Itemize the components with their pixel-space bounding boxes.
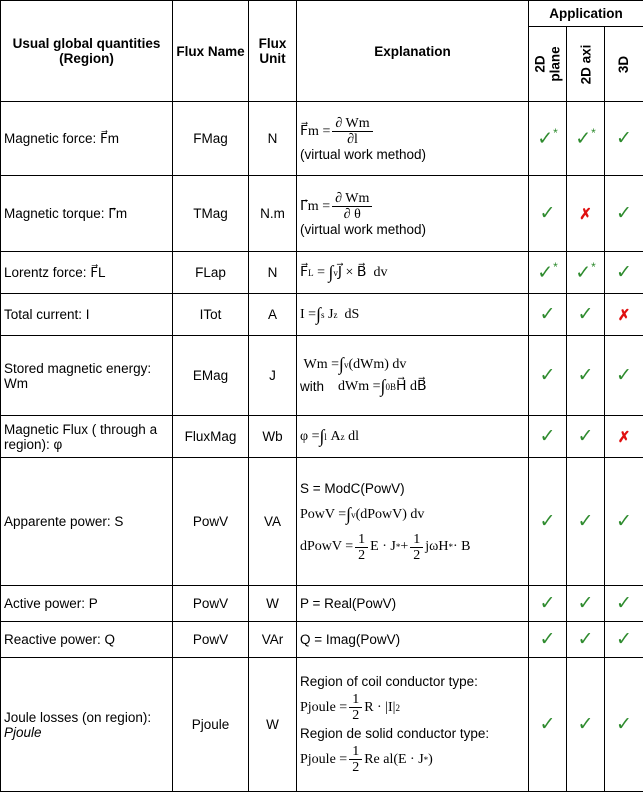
explanation-note: (virtual work method) [300,221,427,237]
check-icon: ✓ [567,416,605,458]
formula: with dWm = ∫ 0 B H⃗ dB⃗ [300,376,427,396]
explanation-cell: Q = Imag(PowV) [297,622,529,658]
explanation-cell [297,416,529,458]
quantity-cell: Apparente power: S [1,458,173,586]
table-row [1,336,643,416]
quantity-cell: Lorentz force: F⃗L [1,252,173,294]
explanation-cell [297,458,529,586]
explanation-note: Region de solid conductor type: [300,726,490,741]
table-row [1,658,643,792]
quantity-cell: Stored magnetic energy: Wm [1,336,173,416]
check-icon: ✓ [605,622,643,658]
check-icon: ✓ [567,336,605,416]
check-icon: ✓ [529,176,567,252]
header-application: Application [529,1,643,27]
table-row [1,102,643,176]
formula: Pjoule = $\frac{1}{2}$ R · |I| 2 [300,692,400,723]
formula: Wm = ∫ v (dWm) dv [300,354,407,374]
cross-icon: ✗ [567,176,605,252]
check-icon: ✓ [605,586,643,622]
table-row [1,294,643,336]
header-2d-plane: 2D plane [529,27,567,102]
flux-name-cell: Pjoule [173,658,249,792]
formula: F⃗ L = ∫ v J⃗ × B⃗ dv [300,262,388,282]
header-2d-axi: 2D axi [567,27,605,102]
header-flux-unit: Flux Unit [249,1,297,102]
explanation-cell [297,336,529,416]
flux-name-cell: ITot [173,294,249,336]
formula: φ = ∫ l A z dl [300,426,359,446]
header-explanation: Explanation [297,1,529,102]
flux-unit-cell: N.m [249,176,297,252]
formula: F⃗m = $\frac{\partial Wm}{\partial l}$ [300,116,528,147]
explanation-note: Region of coil conductor type: [300,674,478,689]
check-icon: ✓ [605,102,643,176]
check-icon: ✓* [529,252,567,294]
check-icon: ✓ [529,586,567,622]
check-icon: ✓ [605,658,643,792]
check-icon: ✓* [529,102,567,176]
explanation-note: (virtual work method) [300,146,427,162]
check-icon: ✓ [529,458,567,586]
flux-unit-cell: N [249,252,297,294]
formula: PowV = ∫ v (dPowV) dv [300,504,425,524]
flux-name-cell: TMag [173,176,249,252]
quantity-cell: Magnetic torque: Γ⃗m [1,176,173,252]
check-icon: ✓ [567,458,605,586]
flux-name-cell: FMag [173,102,249,176]
flux-unit-cell: N [249,102,297,176]
table-row [1,458,643,586]
check-icon: ✓ [529,622,567,658]
header-3d: 3D [605,27,643,102]
formula: S = ModC(PowV) [300,480,405,496]
explanation-cell [297,658,529,792]
quantity-cell: Total current: I [1,294,173,336]
check-icon: ✓ [605,176,643,252]
table-row [1,416,643,458]
formula: dPowV = $\frac{1}{2}$ E · J * + $\frac{1}{2}$ jωH * · B [300,531,471,563]
table-row [1,622,643,658]
table-row [1,252,643,294]
flux-unit-cell: Wb [249,416,297,458]
check-icon: ✓ [529,416,567,458]
check-icon: ✓ [605,252,643,294]
flux-unit-cell: W [249,658,297,792]
flux-unit-cell: VAr [249,622,297,658]
quantity-cell: Reactive power: Q [1,622,173,658]
flux-name-cell: EMag [173,336,249,416]
table-row [1,586,643,622]
check-icon: ✓ [605,458,643,586]
flux-unit-cell: W [249,586,297,622]
check-icon: ✓ [567,622,605,658]
formula: I = ∫ s J z dS [300,304,360,324]
flux-name-cell: PowV [173,622,249,658]
check-icon: ✓ [605,336,643,416]
formula: Γ⃗m = $\frac{\partial Wm}{\partial \theta}$ [300,191,528,222]
explanation-cell [297,294,529,336]
flux-unit-cell: VA [249,458,297,586]
check-icon: ✓ [529,336,567,416]
check-icon: ✓ [567,658,605,792]
check-icon: ✓ [567,294,605,336]
header-quantity: Usual global quantities (Region) [1,1,173,102]
explanation-cell: P = Real(PowV) [297,586,529,622]
quantity-cell: Active power: P [1,586,173,622]
flux-name-cell: PowV [173,458,249,586]
quantity-cell: Magnetic Flux ( through a region): φ [1,416,173,458]
quantity-cell: Joule losses (on region): Pjoule [1,658,173,792]
cross-icon: ✗ [605,294,643,336]
check-icon: ✓* [567,102,605,176]
flux-unit-cell: J [249,336,297,416]
header-flux-name: Flux Name [173,1,249,102]
check-icon: ✓ [529,658,567,792]
table-row [1,176,643,252]
cross-icon: ✗ [605,416,643,458]
flux-name-cell: PowV [173,586,249,622]
check-icon: ✓* [567,252,605,294]
flux-name-cell: FluxMag [173,416,249,458]
check-icon: ✓ [567,586,605,622]
explanation-cell [297,102,529,176]
flux-unit-cell: A [249,294,297,336]
formula: Pjoule = $\frac{1}{2}$ Re al(E · J * ) [300,744,433,775]
explanation-cell [297,176,529,252]
quantity-cell: Magnetic force: F⃗m [1,102,173,176]
explanation-cell [297,252,529,294]
check-icon: ✓ [529,294,567,336]
flux-name-cell: FLap [173,252,249,294]
